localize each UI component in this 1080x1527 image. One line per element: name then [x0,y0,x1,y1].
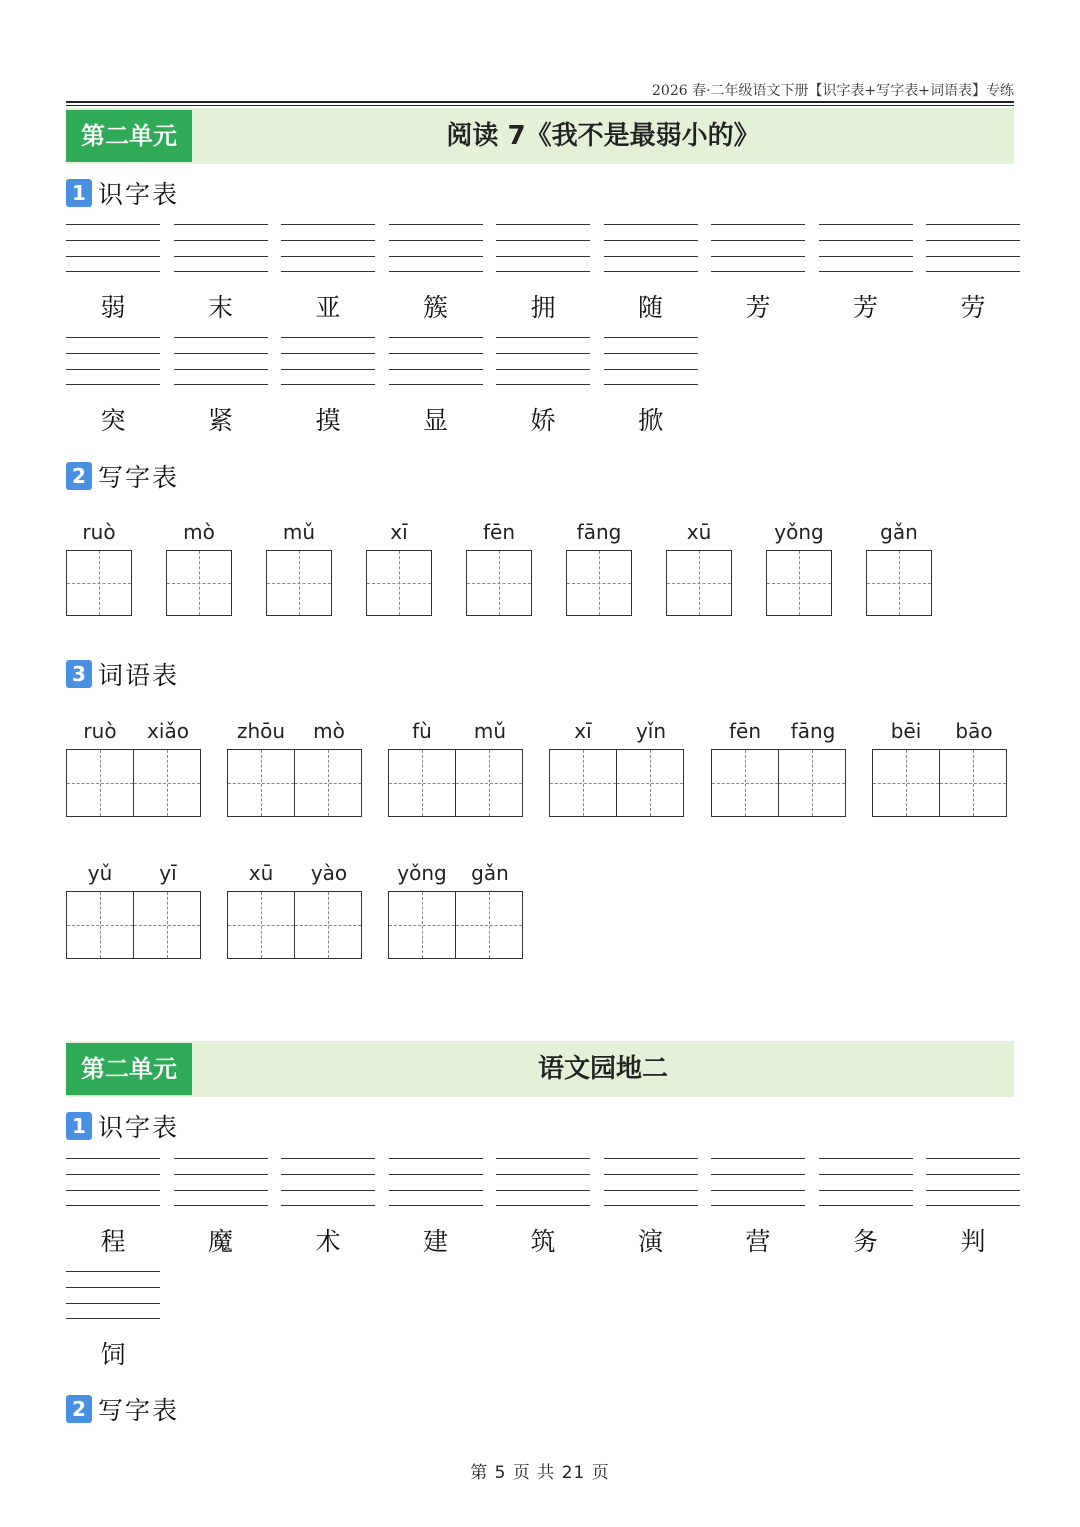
character: 营 [745,1227,771,1256]
word-item [872,719,1008,817]
char-cell [389,1158,483,1258]
section-write-header [66,1394,179,1424]
writing-box[interactable] [133,749,201,817]
word-pinyin [66,861,202,885]
page-footer: 第 5 页 共 21 页 [470,1463,610,1483]
word-pinyin [872,719,1008,743]
pinyin: bēi [890,719,922,743]
recognize-row-1 [66,1158,1020,1258]
writing-box[interactable] [294,749,362,817]
char-cell [281,1158,375,1258]
char-cell [174,224,268,324]
pinyin-lines[interactable] [496,337,590,385]
write-row [66,520,932,616]
unit-tag: 第二单元 [66,110,192,162]
writing-box[interactable] [872,749,940,817]
pinyin-lines[interactable] [711,1158,805,1206]
recognize-row-2 [66,1271,160,1371]
pinyin-lines[interactable] [174,224,268,272]
pinyin: fāng [576,520,622,544]
char-cell [66,1158,160,1258]
word-boxes [66,749,202,817]
char-cell [174,337,268,437]
section-label: 识字表 [98,1113,180,1142]
pinyin-lines[interactable] [281,337,375,385]
character: 显 [422,406,448,435]
pinyin: xiǎo [147,719,189,743]
char-cell [604,337,698,437]
character: 弱 [100,293,126,322]
section-label: 写字表 [98,1396,180,1425]
writing-box[interactable] [294,891,362,959]
character: 筑 [530,1227,556,1256]
character: 芳 [852,293,878,322]
word-item [227,719,363,817]
section-write-header [66,461,179,491]
word-item [711,719,847,817]
pinyin: fāng [790,719,836,743]
writing-box[interactable] [866,550,932,616]
char-cell [711,1158,805,1258]
pinyin: mǔ [282,520,316,544]
lesson-title: 语文园地二 [537,1054,668,1084]
lesson-title: 阅读 7《我不是最弱小的》 [446,121,760,151]
writing-box[interactable] [133,891,201,959]
character: 术 [315,1227,341,1256]
word-pinyin [227,719,363,743]
pinyin-lines[interactable] [389,337,483,385]
writing-box[interactable] [366,550,432,616]
character: 芳 [745,293,771,322]
pinyin-lines[interactable] [281,1158,375,1206]
pinyin-lines[interactable] [926,224,1020,272]
write-item [366,520,432,616]
document-header: 2026 春·二年级语文下册【识字表+写字表+词语表】专练 [652,83,1014,99]
char-cell [926,1158,1020,1258]
char-cell [496,1158,590,1258]
pinyin: xū [686,520,712,544]
char-cell [604,224,698,324]
writing-box[interactable] [711,749,779,817]
pinyin: yào [310,861,348,885]
writing-box[interactable] [778,749,846,817]
section-number: 1 [66,1112,92,1140]
char-cell [66,224,160,324]
recognize-row-2 [66,337,1020,437]
header-rule [66,101,1014,103]
word-item [388,719,524,817]
pinyin-lines[interactable] [174,1158,268,1206]
writing-box[interactable] [388,749,456,817]
writing-box[interactable] [66,891,134,959]
lesson-banner [66,1041,1014,1097]
section-number: 1 [66,179,92,207]
pinyin-lines[interactable] [66,1271,160,1319]
char-cell [174,1158,268,1258]
character: 饲 [100,1340,126,1369]
pinyin: xī [574,719,592,743]
writing-box[interactable] [666,550,732,616]
pinyin: gǎn [471,861,509,885]
pinyin: xī [390,520,408,544]
writing-box[interactable] [455,891,523,959]
pinyin: xū [248,861,274,885]
char-cell [389,224,483,324]
character: 末 [207,293,233,322]
char-cell [819,224,913,324]
pinyin: yǔ [87,861,113,885]
recognize-row-1 [66,224,1020,324]
write-item [666,520,732,616]
pinyin: fēn [482,520,516,544]
character: 务 [852,1227,878,1256]
word-boxes [549,749,685,817]
recognize-cells [66,224,1020,324]
word-pinyin [549,719,685,743]
pinyin-lines[interactable] [174,337,268,385]
pinyin: yī [159,861,177,885]
pinyin-lines[interactable] [66,224,160,272]
section-number: 2 [66,462,92,490]
pinyin: bāo [955,719,993,743]
character: 拥 [530,293,556,322]
unit-tag: 第二单元 [66,1043,192,1095]
word-item [66,861,202,959]
pinyin: fù [412,719,432,743]
char-cell [819,1158,913,1258]
character: 掀 [637,406,663,435]
header-rule-thin [66,105,1014,106]
word-item [227,861,363,959]
char-cell [711,224,805,324]
pinyin: mò [313,719,345,743]
word-boxes [227,891,363,959]
writing-box[interactable] [388,891,456,959]
pinyin: mǔ [473,719,507,743]
char-cell [496,224,590,324]
write-item [466,520,532,616]
section-number: 3 [66,660,92,688]
write-item [766,520,832,616]
pinyin: yǒng [397,861,447,885]
writing-box[interactable] [466,550,532,616]
writing-box[interactable] [266,550,332,616]
pinyin: zhōu [236,719,286,743]
word-boxes [872,749,1008,817]
character: 程 [100,1227,126,1256]
write-item [566,520,632,616]
pinyin: ruò [83,719,117,743]
char-cell [604,1158,698,1258]
recognize-cells [66,1158,1020,1258]
pinyin-lines[interactable] [926,1158,1020,1206]
writing-box[interactable] [766,550,832,616]
section-recognize-header [66,1111,179,1141]
word-item [549,719,685,817]
word-pinyin [711,719,847,743]
word-boxes [227,749,363,817]
pinyin-lines[interactable] [819,224,913,272]
word-boxes [388,891,524,959]
character: 建 [422,1227,448,1256]
pinyin-lines[interactable] [281,224,375,272]
character: 紧 [207,406,233,435]
writing-box[interactable] [66,749,134,817]
pinyin: yǒng [774,520,824,544]
char-cell [389,337,483,437]
writing-box[interactable] [549,749,617,817]
pinyin-lines[interactable] [604,337,698,385]
character: 亚 [315,293,341,322]
writing-box[interactable] [566,550,632,616]
lesson-banner [66,108,1014,164]
word-boxes [66,891,202,959]
word-item [66,719,202,817]
character: 演 [637,1227,663,1256]
character: 娇 [530,406,556,435]
writing-box[interactable] [166,550,232,616]
character: 簇 [422,293,448,322]
word-boxes [711,749,847,817]
write-item [266,520,332,616]
writing-box[interactable] [455,749,523,817]
writing-box[interactable] [66,550,132,616]
character: 随 [637,293,663,322]
pinyin: fēn [728,719,762,743]
char-cell [496,337,590,437]
char-cell [66,337,160,437]
writing-box[interactable] [939,749,1007,817]
pinyin-lines[interactable] [66,337,160,385]
char-cell [66,1271,160,1371]
pinyin-lines[interactable] [604,224,698,272]
writing-box[interactable] [227,891,295,959]
char-cell [281,337,375,437]
writing-box[interactable] [616,749,684,817]
char-cell [926,224,1020,324]
recognize-cells [66,337,1020,437]
char-cell [281,224,375,324]
pinyin: yǐn [635,719,667,743]
pinyin-lines[interactable] [496,1158,590,1206]
section-number: 2 [66,1395,92,1423]
pinyin-lines[interactable] [711,224,805,272]
character: 劳 [960,293,986,322]
write-item [866,520,932,616]
pinyin: mò [183,520,215,544]
character: 突 [100,406,126,435]
word-pinyin [66,719,202,743]
pinyin-lines[interactable] [496,224,590,272]
write-item [166,520,232,616]
pinyin-lines[interactable] [819,1158,913,1206]
section-label: 写字表 [98,463,180,492]
word-pinyin [388,719,524,743]
write-item [66,520,132,616]
character: 判 [960,1227,986,1256]
character: 摸 [315,406,341,435]
pinyin-lines[interactable] [66,1158,160,1206]
section-words-header [66,659,179,689]
section-label: 识字表 [98,180,180,209]
word-item [388,861,524,959]
character: 魔 [207,1227,233,1256]
pinyin-lines[interactable] [389,1158,483,1206]
section-recognize-header [66,178,179,208]
word-pinyin [388,861,524,885]
pinyin: gǎn [880,520,918,544]
word-boxes [388,749,524,817]
word-pinyin [227,861,363,885]
pinyin: ruò [82,520,116,544]
pinyin-lines[interactable] [604,1158,698,1206]
writing-box[interactable] [227,749,295,817]
pinyin-lines[interactable] [389,224,483,272]
section-label: 词语表 [98,661,180,690]
